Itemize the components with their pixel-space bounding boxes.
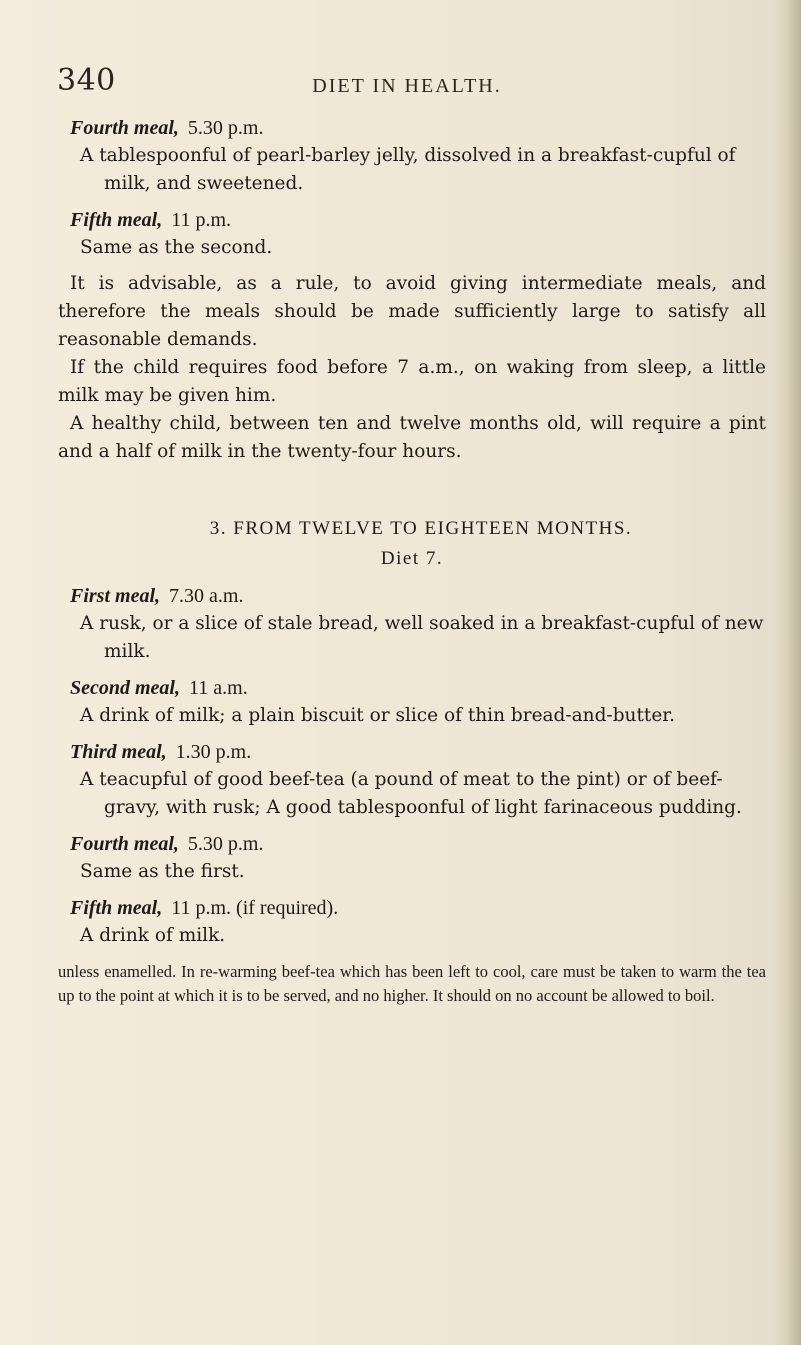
meal-entry: [58, 738, 766, 822]
meal-label: Fifth meal,: [70, 897, 163, 919]
body-paragraph: It is advisable, as a rule, to avoid giving intermediate meals, and therefore the meals should be made sufficiently large to satisfy all reasonable demands.: [58, 273, 766, 350]
body-paragraph: A healthy child, between ten and twelve months old, will require a pint and a half of milk in the twenty-four hours.: [58, 413, 766, 462]
meal-heading: [70, 738, 766, 766]
meal-label: First meal,: [70, 585, 161, 607]
diet-heading: Diet 7.: [380, 548, 444, 569]
meal-label: Fifth meal,: [70, 209, 163, 231]
body-paragraph: If the child requires food before 7 a.m., on waking from sleep, a little milk may be given him.: [58, 357, 766, 406]
meal-time: 7.30 a.m.: [169, 585, 244, 607]
meal-label: Third meal,: [70, 741, 167, 763]
meal-time: 5.30 p.m.: [187, 117, 264, 139]
meal-time: 11 p.m. (if required).: [171, 897, 339, 919]
page-content: [58, 114, 766, 1008]
meal-heading: [70, 894, 766, 922]
meal-entry: [58, 114, 766, 198]
meal-heading: [70, 830, 766, 858]
meal-heading: [70, 582, 766, 610]
meal-description: A drink of milk; a plain biscuit or slice of thin bread-and-butter.: [80, 705, 675, 726]
page-header: [57, 63, 757, 103]
section-heading: 3. FROM TWELVE TO EIGHTEEN MONTHS.: [209, 518, 633, 539]
meal-time: 1.30 p.m.: [175, 741, 252, 763]
meal-heading: [70, 674, 766, 702]
meal-description: A drink of milk.: [80, 925, 226, 946]
meal-description: Same as the second.: [80, 237, 273, 258]
meal-description: A teacupful of good beef-tea (a pound of meat to the pint) or of beef-gravy, with rusk; A good tablespoonful of light farinaceous pudding.: [80, 769, 742, 818]
meal-description: A tablespoonful of pearl-barley jelly, dissolved in a breakfast-cupful of milk, and sweetened.: [80, 145, 736, 194]
page-edge-shadow: [773, 0, 801, 1345]
meal-description: Same as the first.: [80, 861, 245, 882]
meal-label: Fourth meal,: [70, 833, 179, 855]
meal-label: Fourth meal,: [70, 117, 179, 139]
meal-entry: [58, 830, 766, 886]
meal-entry: [58, 582, 766, 666]
meal-time: 5.30 p.m.: [187, 833, 264, 855]
meal-time: 11 p.m.: [171, 209, 232, 231]
meal-entry: [58, 206, 766, 262]
footnote: unless enamelled. In re-warming beef-tea which has been left to cool, care must be taken to warm the tea up to the point at which it is to be served, and no higher. It should on no account be allowed to boil.: [58, 962, 766, 1005]
meal-heading: [70, 114, 766, 142]
meal-heading: [70, 206, 766, 234]
meal-description: A rusk, or a slice of stale bread, well soaked in a breakfast-cupful of new milk.: [80, 613, 764, 662]
meal-entry: [58, 674, 766, 730]
meal-entry: [58, 894, 766, 950]
running-head: DIET IN HEALTH.: [312, 75, 502, 97]
page-number: 340: [57, 63, 116, 98]
meal-label: Second meal,: [70, 677, 180, 699]
meal-time: 11 a.m.: [189, 677, 248, 699]
